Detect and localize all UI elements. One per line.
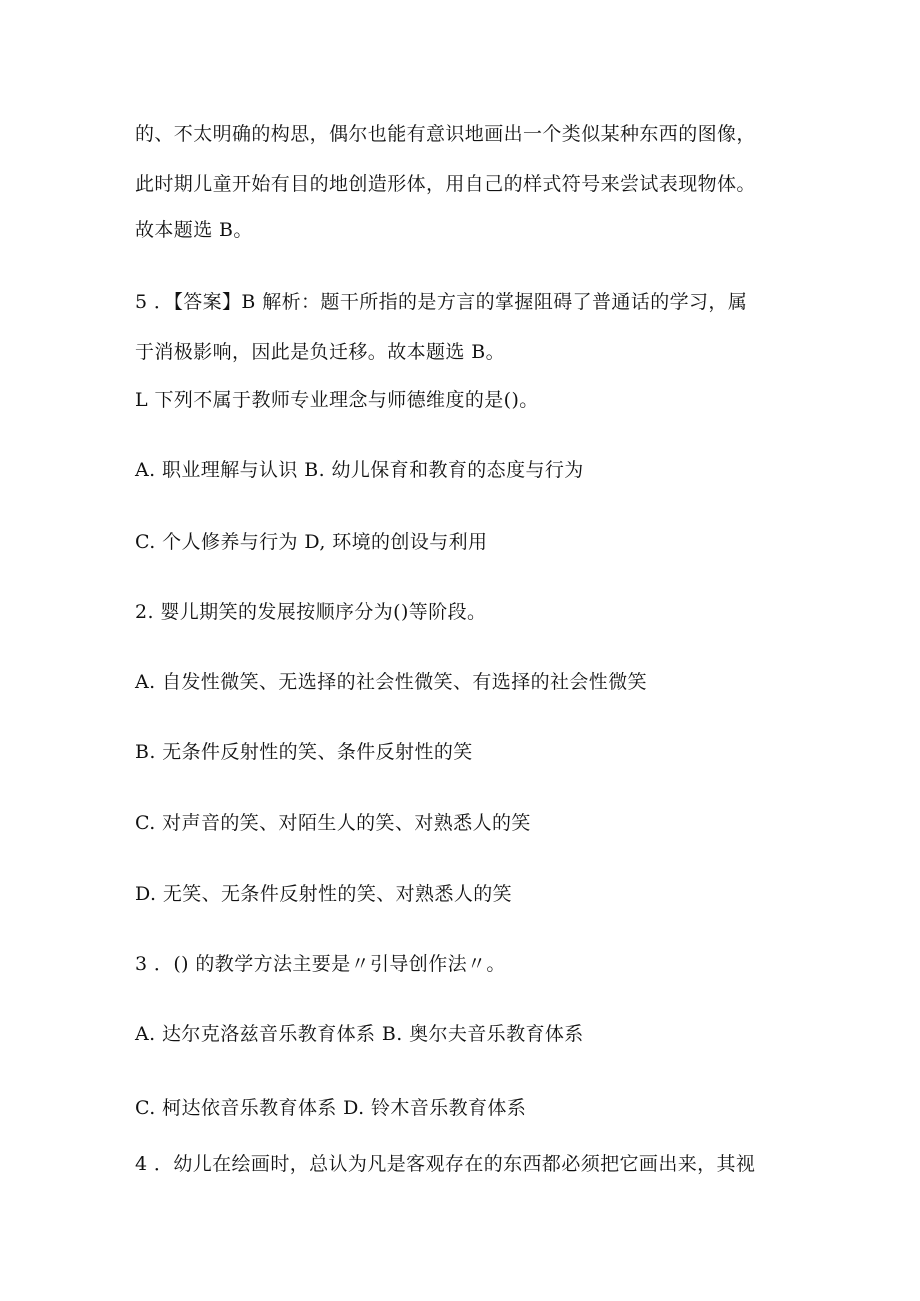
question-3-options-cd: C. 柯达依音乐教育体系 D. 铃木音乐教育体系 — [135, 1097, 527, 1119]
text-line: 此时期儿童开始有目的地创造形体，用自己的样式符号来尝试表现物体。 — [135, 173, 756, 195]
question-2: 2. 婴儿期笑的发展按顺序分为()等阶段。 — [135, 601, 487, 623]
question-1-options-ab: A. 职业理解与认识 B. 幼儿保育和教育的态度与行为 — [135, 459, 584, 481]
text-line: 故本题选 B。 — [135, 219, 253, 241]
question-2-option-b: B. 无条件反射性的笑、条件反射性的笑 — [135, 741, 473, 763]
question-3: 3 ．() 的教学方法主要是〃引导创作法〃。 — [135, 953, 506, 975]
text-line: 于消极影响，因此是负迁移。故本题选 B。 — [135, 341, 506, 363]
question-3-options-ab: A. 达尔克洛兹音乐教育体系 B. 奥尔夫音乐教育体系 — [135, 1023, 584, 1045]
question-1: L 下列不属于教师专业理念与师德维度的是()。 — [135, 389, 539, 411]
question-2-option-d: D. 无笑、无条件反射性的笑、对熟悉人的笑 — [135, 883, 513, 905]
question-2-option-c: C. 对声音的笑、对陌生人的笑、对熟悉人的笑 — [135, 812, 531, 834]
question-1-options-cd: C. 个人修养与行为 D, 环境的创设与利用 — [135, 531, 488, 553]
question-2-option-a: A. 自发性微笑、无选择的社会性微笑、有选择的社会性微笑 — [135, 671, 648, 693]
answer-5-line: 5 ．【答案】B 解析：题干所指的是方言的掌握阻碍了普通话的学习，属 — [135, 291, 748, 313]
question-4: 4 ．幼儿在绘画时，总认为凡是客观存在的东西都必须把它画出来，其视 — [135, 1153, 756, 1175]
text-line: 的、不太明确的构思，偶尔也能有意识地画出一个类似某种东西的图像， — [135, 123, 756, 145]
